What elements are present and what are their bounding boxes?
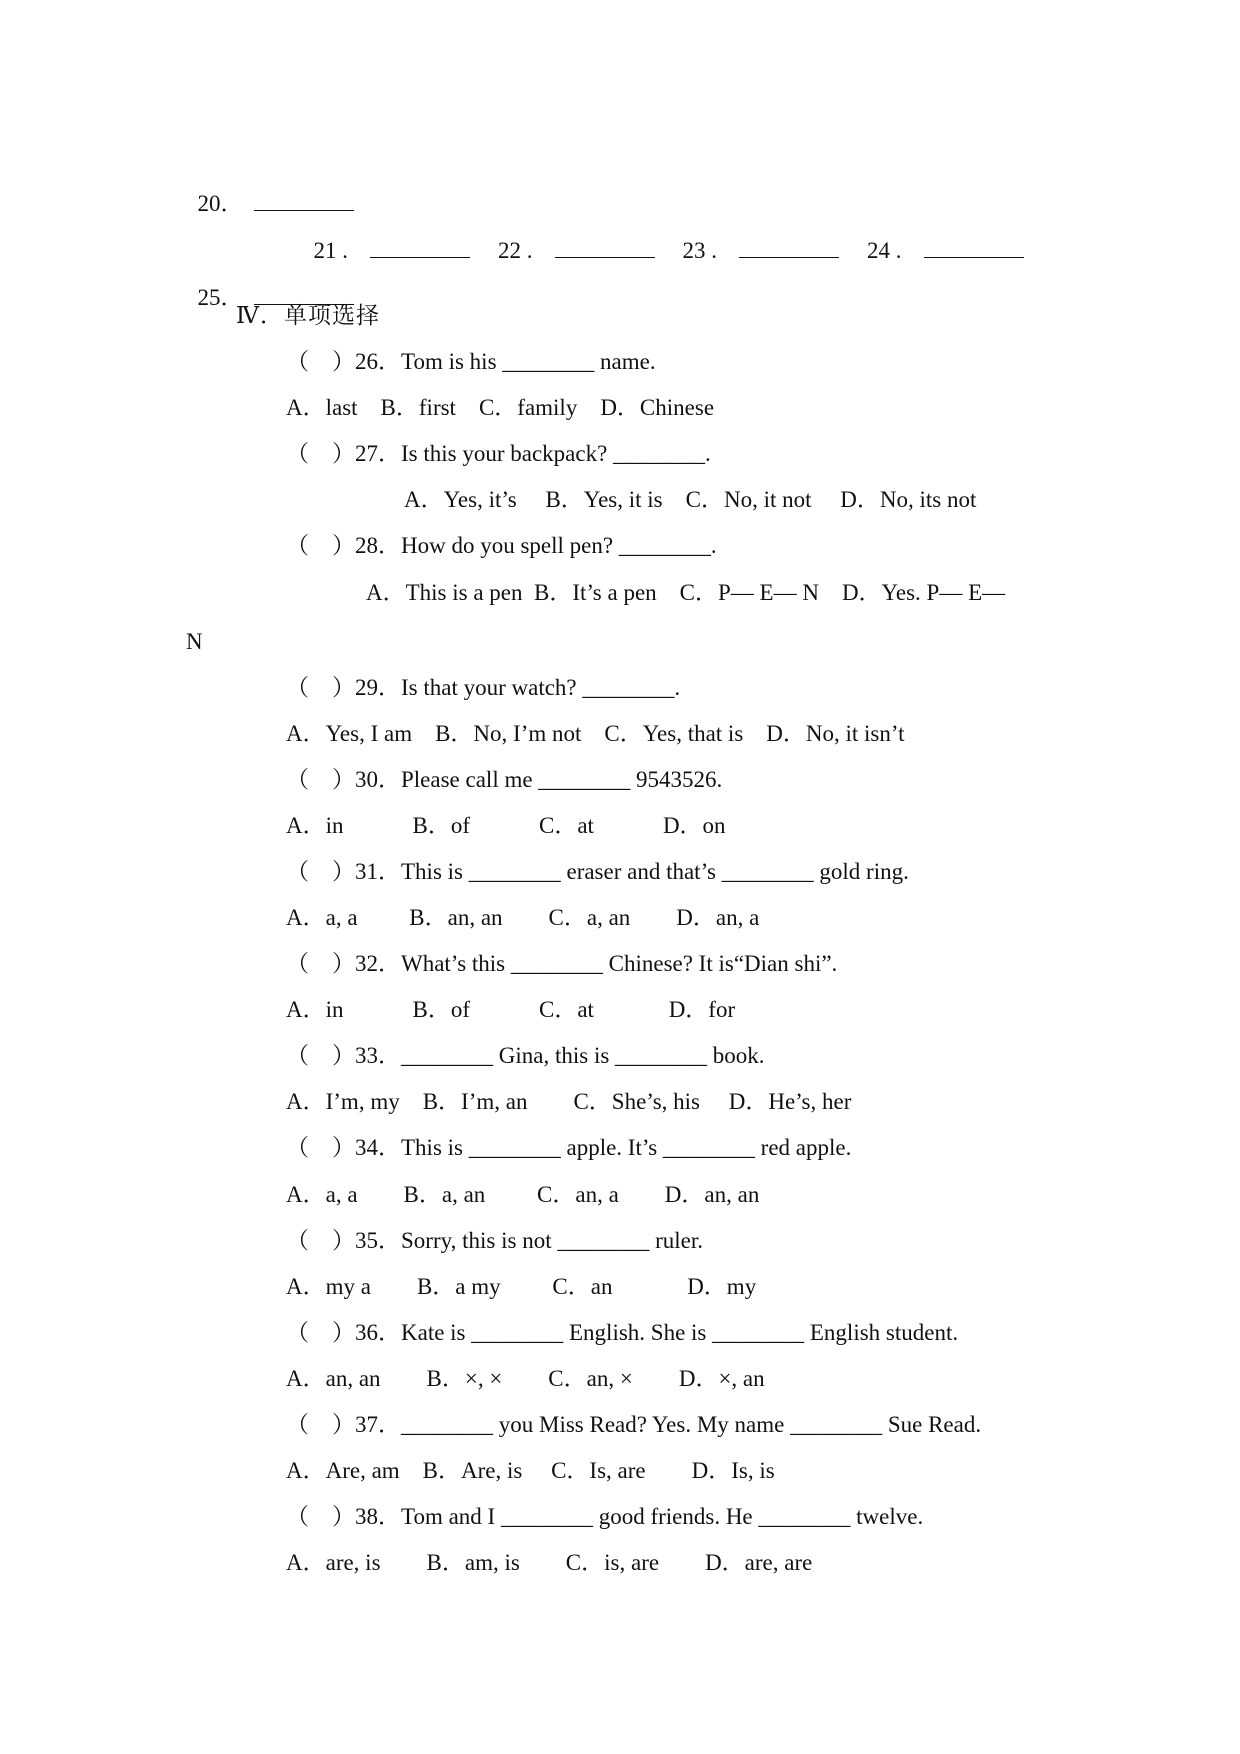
question-text: Kate is ________ English. She is ________ English student. bbox=[401, 1320, 959, 1345]
question-number: （ ）32． bbox=[286, 951, 401, 976]
options-33: A．I’m, my B．I’m, an C．She’s, his D．He’s, her bbox=[286, 1089, 852, 1114]
question-text: Tom and I ________ good friends. He ________ twelve. bbox=[401, 1504, 924, 1529]
question-text: ________ Gina, this is ________ book. bbox=[401, 1043, 765, 1068]
answer-number: 23 . bbox=[682, 238, 717, 263]
answer-number: 20． bbox=[197, 191, 244, 216]
question-38 bbox=[286, 1503, 923, 1531]
answer-blank[interactable] bbox=[739, 237, 839, 258]
options-28-continued: N bbox=[186, 629, 203, 654]
question-number: （ ）28． bbox=[286, 533, 401, 558]
question-number: （ ）30． bbox=[286, 767, 401, 792]
options-26: A．last B．first C．family D．Chinese bbox=[286, 395, 715, 420]
answer-number: 24 . bbox=[867, 238, 902, 263]
answer-number: 22 . bbox=[498, 238, 533, 263]
options-32: A．in B．of C．at D．for bbox=[286, 997, 736, 1022]
question-number: （ ）33． bbox=[286, 1043, 401, 1068]
answer-number: 25． bbox=[197, 285, 244, 310]
question-number: （ ）26． bbox=[286, 349, 401, 374]
question-text: How do you spell pen? ________. bbox=[401, 533, 717, 558]
answer-line-21-24 bbox=[302, 209, 1024, 265]
question-27 bbox=[286, 440, 711, 468]
section-title: Ⅳ．单项选择 bbox=[236, 303, 380, 328]
question-number: （ ）35． bbox=[286, 1228, 401, 1253]
question-text: Sorry, this is not ________ ruler. bbox=[401, 1228, 703, 1253]
question-37 bbox=[286, 1411, 981, 1439]
question-33 bbox=[286, 1042, 765, 1070]
question-text: This is ________ eraser and that’s ________ gold ring. bbox=[401, 859, 909, 884]
question-number: （ ）27． bbox=[286, 441, 401, 466]
options-36: A．an, an B．×, × C．an, × D．×, an bbox=[286, 1366, 765, 1391]
question-31 bbox=[286, 858, 909, 886]
options-34: A．a, a B．a, an C．an, a D．an, an bbox=[286, 1182, 760, 1207]
question-26 bbox=[286, 348, 656, 376]
question-text: This is ________ apple. It’s ________ red apple. bbox=[401, 1135, 852, 1160]
answer-blank[interactable] bbox=[924, 237, 1024, 258]
options-38: A．are, is B．am, is C．is, are D．are, are bbox=[286, 1550, 813, 1575]
options-35: A．my a B．a my C．an D．my bbox=[286, 1274, 757, 1299]
answer-blank[interactable] bbox=[555, 237, 655, 258]
question-35 bbox=[286, 1227, 703, 1255]
question-text: Tom is his ________ name. bbox=[401, 349, 656, 374]
question-number: （ ）36． bbox=[286, 1320, 401, 1345]
question-28 bbox=[286, 532, 717, 560]
question-text: Is that your watch? ________. bbox=[401, 675, 681, 700]
options-37: A．Are, am B．Are, is C．Is, are D．Is, is bbox=[286, 1458, 775, 1483]
answer-blank[interactable] bbox=[370, 237, 470, 258]
options-29: A．Yes, I am B．No, I’m not C．Yes, that is D．No, it isn’t bbox=[286, 721, 905, 746]
answer-number: 21 . bbox=[313, 238, 348, 263]
options-28: A．This is a pen B．It’s a pen C．P— E— N D．Yes. P— E— bbox=[366, 580, 1006, 605]
question-text: ________ you Miss Read? Yes. My name ________ Sue Read. bbox=[401, 1412, 982, 1437]
question-30 bbox=[286, 766, 722, 794]
question-number: （ ）38． bbox=[286, 1504, 401, 1529]
answer-blank[interactable] bbox=[254, 190, 354, 211]
question-text: Is this your backpack? ________. bbox=[401, 441, 711, 466]
question-36 bbox=[286, 1319, 958, 1347]
options-27: A．Yes, it’s B．Yes, it is C．No, it not D．No, its not bbox=[404, 487, 977, 512]
question-32 bbox=[286, 950, 837, 978]
question-29 bbox=[286, 674, 680, 702]
options-30: A．in B．of C．at D．on bbox=[286, 813, 726, 838]
question-text: Please call me ________ 9543526. bbox=[401, 767, 723, 792]
question-text: What’s this ________ Chinese? It is“Dian shi”. bbox=[401, 951, 838, 976]
question-number: （ ）29． bbox=[286, 675, 401, 700]
question-number: （ ）37． bbox=[286, 1412, 401, 1437]
question-number: （ ）34． bbox=[286, 1135, 401, 1160]
question-number: （ ）31． bbox=[286, 859, 401, 884]
question-34 bbox=[286, 1134, 851, 1162]
options-31: A．a, a B．an, an C．a, an D．an, a bbox=[286, 905, 760, 930]
